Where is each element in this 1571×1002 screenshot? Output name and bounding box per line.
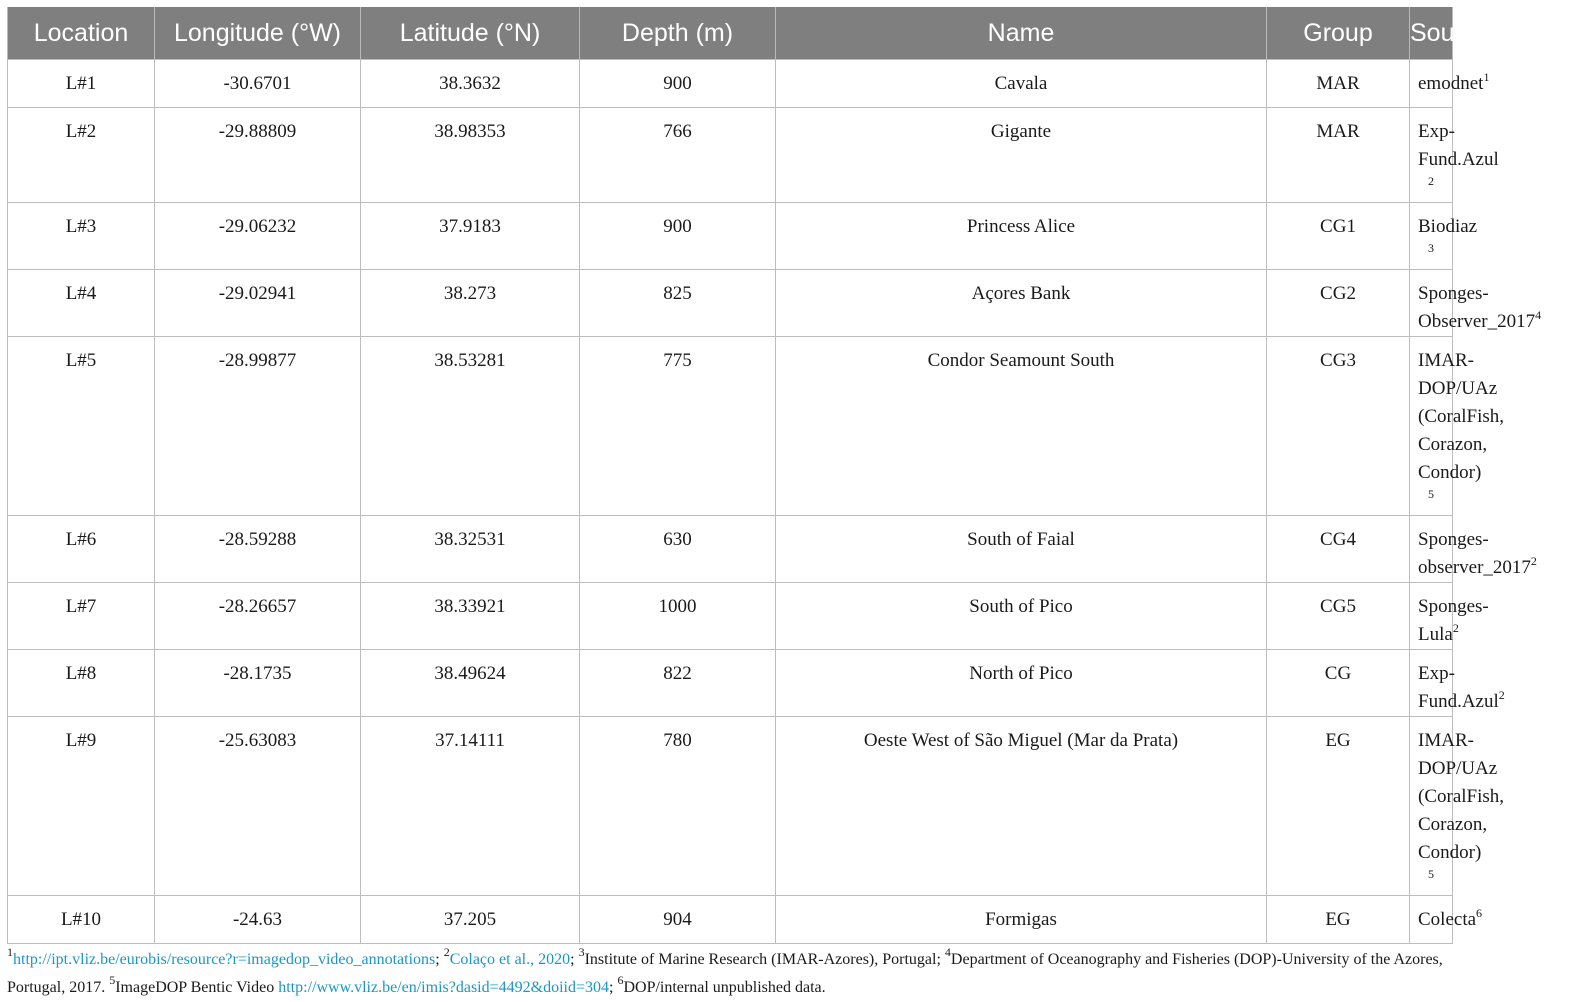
cell-longitude: [155, 896, 361, 944]
cell-longitude-text: -28.26657: [218, 596, 297, 617]
cell-source: [1410, 108, 1499, 203]
cell-location-text: L#10: [60, 909, 102, 930]
footnote-6-marker: 6: [617, 973, 624, 987]
cell-longitude: [155, 650, 361, 717]
cell-latitude-text: 38.273: [443, 283, 497, 304]
cell-latitude: [361, 270, 580, 337]
cell-source: [1410, 516, 1537, 583]
cell-depth-text: 766: [663, 121, 692, 142]
cell-name: [776, 650, 1267, 717]
cell-longitude-text: -29.02941: [218, 283, 297, 304]
cell-location: [8, 270, 155, 337]
cell-name: [776, 896, 1267, 944]
table-row: [8, 516, 1453, 583]
cell-name-text: South of Pico: [969, 596, 1073, 617]
cell-name-text: Açores Bank: [971, 283, 1071, 304]
table-row: [8, 896, 1453, 944]
cell-latitude: [361, 516, 580, 583]
cell-name: [776, 516, 1267, 583]
footnote-1-link[interactable]: http://ipt.vliz.be/eurobis/resource?r=imagedop_video_annotations: [13, 951, 436, 968]
cell-longitude: [155, 203, 361, 270]
cell-longitude-text: -29.88809: [218, 121, 297, 142]
cell-name-text: North of Pico: [969, 663, 1073, 684]
cell-location-text: L#2: [65, 121, 97, 142]
cell-latitude: [361, 583, 580, 650]
col-header-latitude: Latitude (°N): [361, 7, 580, 60]
cell-name: [776, 270, 1267, 337]
source-footnote-marker: 6: [1476, 906, 1483, 920]
cell-latitude-text: 37.14111: [435, 730, 505, 751]
cell-group: [1267, 896, 1410, 944]
cell-longitude-text: -30.6701: [223, 73, 292, 94]
cell-longitude: [155, 337, 361, 516]
cell-source: [1410, 717, 1505, 896]
cell-latitude-text: 37.9183: [439, 216, 501, 237]
cell-name-text: Condor Seamount South: [927, 350, 1115, 371]
cell-latitude: [361, 337, 580, 516]
col-header-group: Group: [1267, 7, 1410, 60]
cell-group-text: MAR: [1316, 73, 1360, 94]
cell-location: [8, 108, 155, 203]
col-header-longitude: Longitude (°W): [155, 7, 361, 60]
cell-group: [1267, 108, 1410, 203]
cell-depth: [580, 108, 776, 203]
cell-name: [776, 60, 1267, 108]
cell-source: [1410, 203, 1478, 270]
cell-latitude-text: 38.32531: [434, 529, 506, 550]
cell-latitude-text: 38.53281: [434, 350, 506, 371]
cell-name: [776, 337, 1267, 516]
cell-source-text: Sponges-Lula: [1418, 596, 1489, 645]
cell-group-text: EG: [1325, 909, 1351, 930]
footnote-separator: ;: [570, 951, 579, 968]
col-header-name: Name: [776, 7, 1267, 60]
cell-latitude-text: 37.205: [443, 909, 497, 930]
cell-location: [8, 650, 155, 717]
cell-group-text: EG: [1325, 730, 1351, 751]
footnote-5-text: ImageDOP Bentic Video: [115, 979, 279, 996]
cell-longitude-text: -28.59288: [218, 529, 297, 550]
cell-depth-text: 1000: [658, 596, 697, 617]
footnote-4-text: Department of Oceanography and Fisheries (DOP)-University of the Azores, Portugal, 2017.: [7, 951, 1443, 996]
cell-group: [1267, 270, 1410, 337]
cell-group-text: CG5: [1320, 596, 1356, 617]
cell-longitude: [155, 717, 361, 896]
source-footnote-marker: 5: [1428, 867, 1434, 881]
cell-latitude: [361, 60, 580, 108]
cell-longitude-text: -28.1735: [223, 663, 292, 684]
footnote-separator: ;: [435, 951, 444, 968]
footnote-2-marker: 2: [443, 945, 450, 959]
col-header-source: Source/project: [1410, 7, 1453, 60]
source-footnote-marker: 2: [1452, 621, 1459, 635]
cell-longitude: [155, 270, 361, 337]
source-footnote-marker: 1: [1483, 70, 1490, 84]
footnote-1-marker: 1: [7, 945, 13, 959]
cell-location: [8, 516, 155, 583]
cell-group: [1267, 717, 1410, 896]
cell-latitude-text: 38.3632: [439, 73, 501, 94]
table-row: [8, 60, 1453, 108]
cell-name-text: Cavala: [994, 73, 1048, 94]
cell-group: [1267, 337, 1410, 516]
source-footnote-marker: 5: [1428, 487, 1434, 501]
source-footnote-marker: 4: [1535, 308, 1542, 322]
cell-longitude-text: -29.06232: [218, 216, 297, 237]
cell-source-text: Sponges-Observer_2017: [1418, 283, 1536, 332]
footnote-6-text: DOP/internal unpublished data.: [623, 979, 826, 996]
cell-location-text: L#4: [65, 283, 97, 304]
cell-depth-text: 822: [663, 663, 692, 684]
cell-name-text: Princess Alice: [966, 216, 1076, 237]
cell-group-text: CG4: [1320, 529, 1356, 550]
table-row: [8, 650, 1453, 717]
table-header: [8, 7, 1571, 60]
cell-longitude: [155, 516, 361, 583]
cell-depth: [580, 270, 776, 337]
cell-depth: [580, 650, 776, 717]
cell-location: [8, 717, 155, 896]
table-footnotes: [7, 946, 1457, 1002]
cell-source: [1410, 583, 1489, 650]
footnote-3-text: Institute of Marine Research (IMAR-Azores), Portugal;: [584, 951, 945, 968]
cell-name: [776, 717, 1267, 896]
cell-depth-text: 825: [663, 283, 692, 304]
cell-name-text: Oeste West of São Miguel (Mar da Prata): [863, 730, 1179, 751]
cell-longitude-text: -25.63083: [218, 730, 297, 751]
cell-location-text: L#8: [65, 663, 97, 684]
cell-location-text: L#6: [65, 529, 97, 550]
cell-source-text: emodnet: [1418, 73, 1484, 94]
cell-longitude-text: -28.99877: [218, 350, 297, 371]
cell-name-text: South of Faial: [967, 529, 1075, 550]
cell-source: [1410, 896, 1483, 944]
source-footnote-marker: 2: [1428, 174, 1434, 188]
cell-longitude: [155, 108, 361, 203]
table-row: [8, 717, 1453, 896]
cell-group-text: CG1: [1320, 216, 1356, 237]
table-body: [8, 60, 1542, 944]
cell-location-text: L#9: [65, 730, 97, 751]
cell-depth: [580, 896, 776, 944]
footnote-4-marker: 4: [944, 945, 951, 959]
col-header-location: Location: [8, 7, 155, 60]
cell-depth: [580, 60, 776, 108]
cell-group: [1267, 650, 1410, 717]
cell-source-text: Colecta: [1418, 909, 1477, 930]
col-header-depth: Depth (m): [580, 7, 776, 60]
cell-longitude: [155, 583, 361, 650]
cell-latitude-text: 38.33921: [434, 596, 506, 617]
cell-group-text: CG3: [1320, 350, 1356, 371]
cell-depth: [580, 717, 776, 896]
footnote-5-link[interactable]: http://www.vliz.be/en/imis?dasid=4492&doiid=304: [278, 979, 609, 996]
cell-group-text: CG2: [1320, 283, 1356, 304]
cell-location: [8, 896, 155, 944]
cell-location-text: L#1: [65, 73, 97, 94]
cell-location: [8, 203, 155, 270]
cell-source: [1410, 270, 1542, 337]
cell-group-text: MAR: [1316, 121, 1360, 142]
cell-latitude: [361, 896, 580, 944]
cell-group: [1267, 516, 1410, 583]
cell-name: [776, 108, 1267, 203]
cell-depth-text: 630: [663, 529, 692, 550]
cell-group: [1267, 60, 1410, 108]
footnote-separator: ;: [609, 979, 618, 996]
cell-source-text: IMAR-DOP/UAz (CoralFish, Corazon, Condor): [1418, 350, 1505, 483]
table-row: [8, 108, 1453, 203]
cell-group-text: CG: [1324, 663, 1352, 684]
cell-depth-text: 900: [663, 216, 692, 237]
cell-depth-text: 780: [663, 730, 692, 751]
source-footnote-marker: 3: [1428, 241, 1434, 255]
cell-location-text: L#7: [65, 596, 97, 617]
cell-depth-text: 775: [663, 350, 692, 371]
cell-depth-text: 900: [663, 73, 692, 94]
table-row: [8, 270, 1453, 337]
table-row: [8, 337, 1453, 516]
cell-source-text: IMAR-DOP/UAz (CoralFish, Corazon, Condor): [1418, 730, 1505, 863]
document: [7, 7, 1571, 1002]
cell-latitude: [361, 203, 580, 270]
cell-latitude-text: 38.98353: [434, 121, 506, 142]
cell-latitude: [361, 650, 580, 717]
cell-location-text: L#5: [65, 350, 97, 371]
cell-location-text: L#3: [65, 216, 97, 237]
table-row: [8, 583, 1453, 650]
cell-name-text: Formigas: [985, 909, 1057, 930]
cell-depth: [580, 516, 776, 583]
cell-source-text: Biodiaz: [1418, 216, 1478, 237]
cell-location: [8, 60, 155, 108]
table-row: [8, 203, 1453, 270]
cell-depth: [580, 337, 776, 516]
cell-group: [1267, 203, 1410, 270]
cell-depth: [580, 203, 776, 270]
cell-latitude: [361, 717, 580, 896]
cell-location: [8, 337, 155, 516]
cell-location: [8, 583, 155, 650]
locations-table: [7, 7, 1571, 944]
cell-latitude-text: 38.49624: [434, 663, 506, 684]
cell-name-text: Gigante: [990, 121, 1052, 142]
footnote-2-link[interactable]: Colaço et al., 2020: [449, 951, 571, 968]
cell-group: [1267, 583, 1410, 650]
cell-source: [1410, 60, 1490, 108]
cell-source: [1410, 650, 1505, 717]
cell-source: [1410, 337, 1505, 516]
cell-name: [776, 583, 1267, 650]
cell-depth: [580, 583, 776, 650]
footnote-5-marker: 5: [109, 973, 116, 987]
cell-depth-text: 904: [663, 909, 692, 930]
cell-source-text: Exp-Fund.Azul: [1418, 121, 1499, 170]
cell-longitude-text: -24.63: [232, 909, 283, 930]
cell-latitude: [361, 108, 580, 203]
cell-source-text: Exp-Fund.Azul: [1418, 663, 1499, 712]
cell-name: [776, 203, 1267, 270]
source-footnote-marker: 2: [1530, 554, 1537, 568]
source-footnote-marker: 2: [1498, 688, 1505, 702]
cell-source-text: Sponges-observer_2017: [1418, 529, 1531, 578]
cell-longitude: [155, 60, 361, 108]
footnote-3-marker: 3: [578, 945, 585, 959]
